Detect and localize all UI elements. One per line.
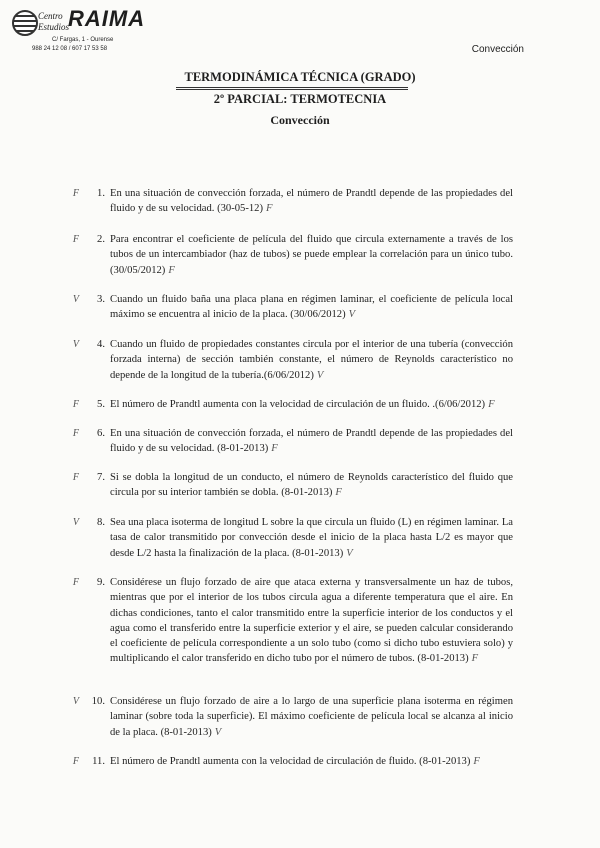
- globe-logo-icon: [12, 10, 38, 36]
- question-number: 7.: [97, 472, 105, 483]
- question-item: [72, 292, 513, 323]
- header-topic: Convección: [471, 44, 524, 55]
- title-divider-secondary: [176, 89, 408, 90]
- answer-tick: V: [214, 726, 222, 738]
- question-number: 2.: [97, 234, 105, 245]
- question-text: Para encontrar el coeficiente de película del fluido que circula externamente a través de los tubos de un intercambiador (haz de tubos) se puede emplear la correlación para un único tubo.(30/05/2012): [110, 234, 513, 276]
- answer-mark: F: [72, 188, 79, 199]
- answer-tick: F: [471, 653, 479, 665]
- answer-mark: V: [72, 294, 79, 305]
- question-number: 3.: [97, 294, 105, 305]
- question-number: 11.: [92, 756, 105, 767]
- question-number: 6.: [97, 428, 105, 439]
- academy-logo: [12, 6, 146, 58]
- answer-tick: V: [348, 309, 356, 321]
- answer-tick: F: [335, 487, 342, 499]
- logo-phone: 988 24 12 08 / 607 17 53 58: [32, 46, 108, 52]
- question-number: 1.: [97, 188, 105, 199]
- question-text: El número de Prandtl aumenta con la velocidad de circulación de fluido. (8-01-2013): [110, 756, 471, 767]
- answer-tick: V: [316, 369, 324, 381]
- answer-tick: F: [168, 264, 175, 276]
- question-item: [72, 337, 513, 383]
- course-title: TERMODINÁMICA TÉCNICA (GRADO): [184, 70, 416, 84]
- question-item: [72, 397, 513, 412]
- question-item: [72, 575, 513, 667]
- question-text: Considérese un flujo forzado de aire que ataca externa y transversalmente un haz de tubos, mientras que por el interior de los tubos circula agua a diferente temperatura que el aire. En dichas condiciones, tanto el calor transmitido entre la superficie interior de los conductos y el agua como el transferido entre la superficie exterior y el aire, se pueden calcular considerando el coeficiente de película correspondiente a un solo tubo (como si dicho tubo estuviera solo) y multiplicando el calor transferido en dicho tubo por el número de tubos. (8-01-2013): [110, 577, 513, 665]
- question-item: [72, 470, 513, 501]
- question-item: [72, 515, 513, 561]
- answer-tick: V: [346, 547, 353, 559]
- exam-title: 2º PARCIAL: TERMOTECNIA: [213, 92, 387, 106]
- question-item: [72, 186, 513, 217]
- question-text: Sea una placa isoterma de longitud L sobre la que circula un fluido (L) en régimen laminar. La tasa de calor transmitido por convección desde el inicio de la placa hasta L/2 es mayor que desde L/2 hasta la finalización de la placa. (8-01-2013): [110, 517, 513, 559]
- answer-tick: F: [265, 203, 273, 215]
- question-item: [72, 694, 513, 740]
- answer-mark: V: [72, 339, 79, 350]
- title-divider: [176, 87, 408, 88]
- logo-address: C/ Fargas, 1 - Ourense: [52, 37, 114, 43]
- question-text: En una situación de convección forzada, el número de Prandtl depende de las propiedades del fluido y de su velocidad. (8-01-2013): [110, 428, 513, 455]
- question-text: Cuando un fluido de propiedades constantes circula por el interior de una tubería (convección forzada interna) de sección también constante, el número de Reynolds característico no depende de la longitud de la tubería.(6/06/2012): [110, 339, 513, 381]
- section-title: Convección: [270, 113, 330, 127]
- question-text: Si se dobla la longitud de un conducto, el número de Reynolds característico del fluido que circula por su interior también se dobla. (8-01-2013): [110, 472, 513, 499]
- answer-mark: F: [72, 234, 79, 245]
- logo-line1: Centro: [38, 11, 63, 21]
- answer-mark: V: [72, 696, 79, 707]
- question-number: 5.: [97, 399, 105, 410]
- answer-mark: F: [72, 577, 79, 588]
- question-item: [72, 754, 513, 769]
- answer-mark: F: [72, 756, 79, 767]
- answer-tick: F: [271, 443, 278, 455]
- question-number: 8.: [97, 517, 105, 528]
- answer-tick: F: [488, 399, 495, 410]
- answer-mark: V: [72, 517, 79, 528]
- question-item: [72, 232, 513, 278]
- question-number: 9.: [97, 577, 105, 588]
- question-text: Considérese un flujo forzado de aire a lo largo de una superficie plana isoterma en régimen laminar (sobre toda la superficie). El máximo coeficiente de película local se alcanza al inicio de la placa. (8-01-2013): [110, 696, 513, 738]
- logo-brand: RAIMA: [68, 6, 146, 31]
- question-text: En una situación de convección forzada, el número de Prandtl depende de las propiedades del fluido y de su velocidad. (30-05-12): [110, 188, 513, 215]
- answer-mark: F: [72, 428, 79, 439]
- answer-mark: F: [72, 472, 79, 483]
- logo-line2: Estudios: [38, 22, 70, 32]
- question-number: 4.: [97, 339, 105, 350]
- question-text: El número de Prandtl aumenta con la velocidad de circulación de un fluido. .(6/06/2012): [110, 399, 486, 410]
- question-number: 10.: [91, 696, 105, 707]
- question-text: Cuando un fluido baña una placa plana en régimen laminar, el coeficiente de película local máximo se encuentra al inicio de la placa. (30/06/2012): [110, 294, 513, 321]
- answer-tick: F: [473, 756, 480, 767]
- answer-mark: F: [72, 399, 79, 410]
- question-item: [72, 426, 513, 457]
